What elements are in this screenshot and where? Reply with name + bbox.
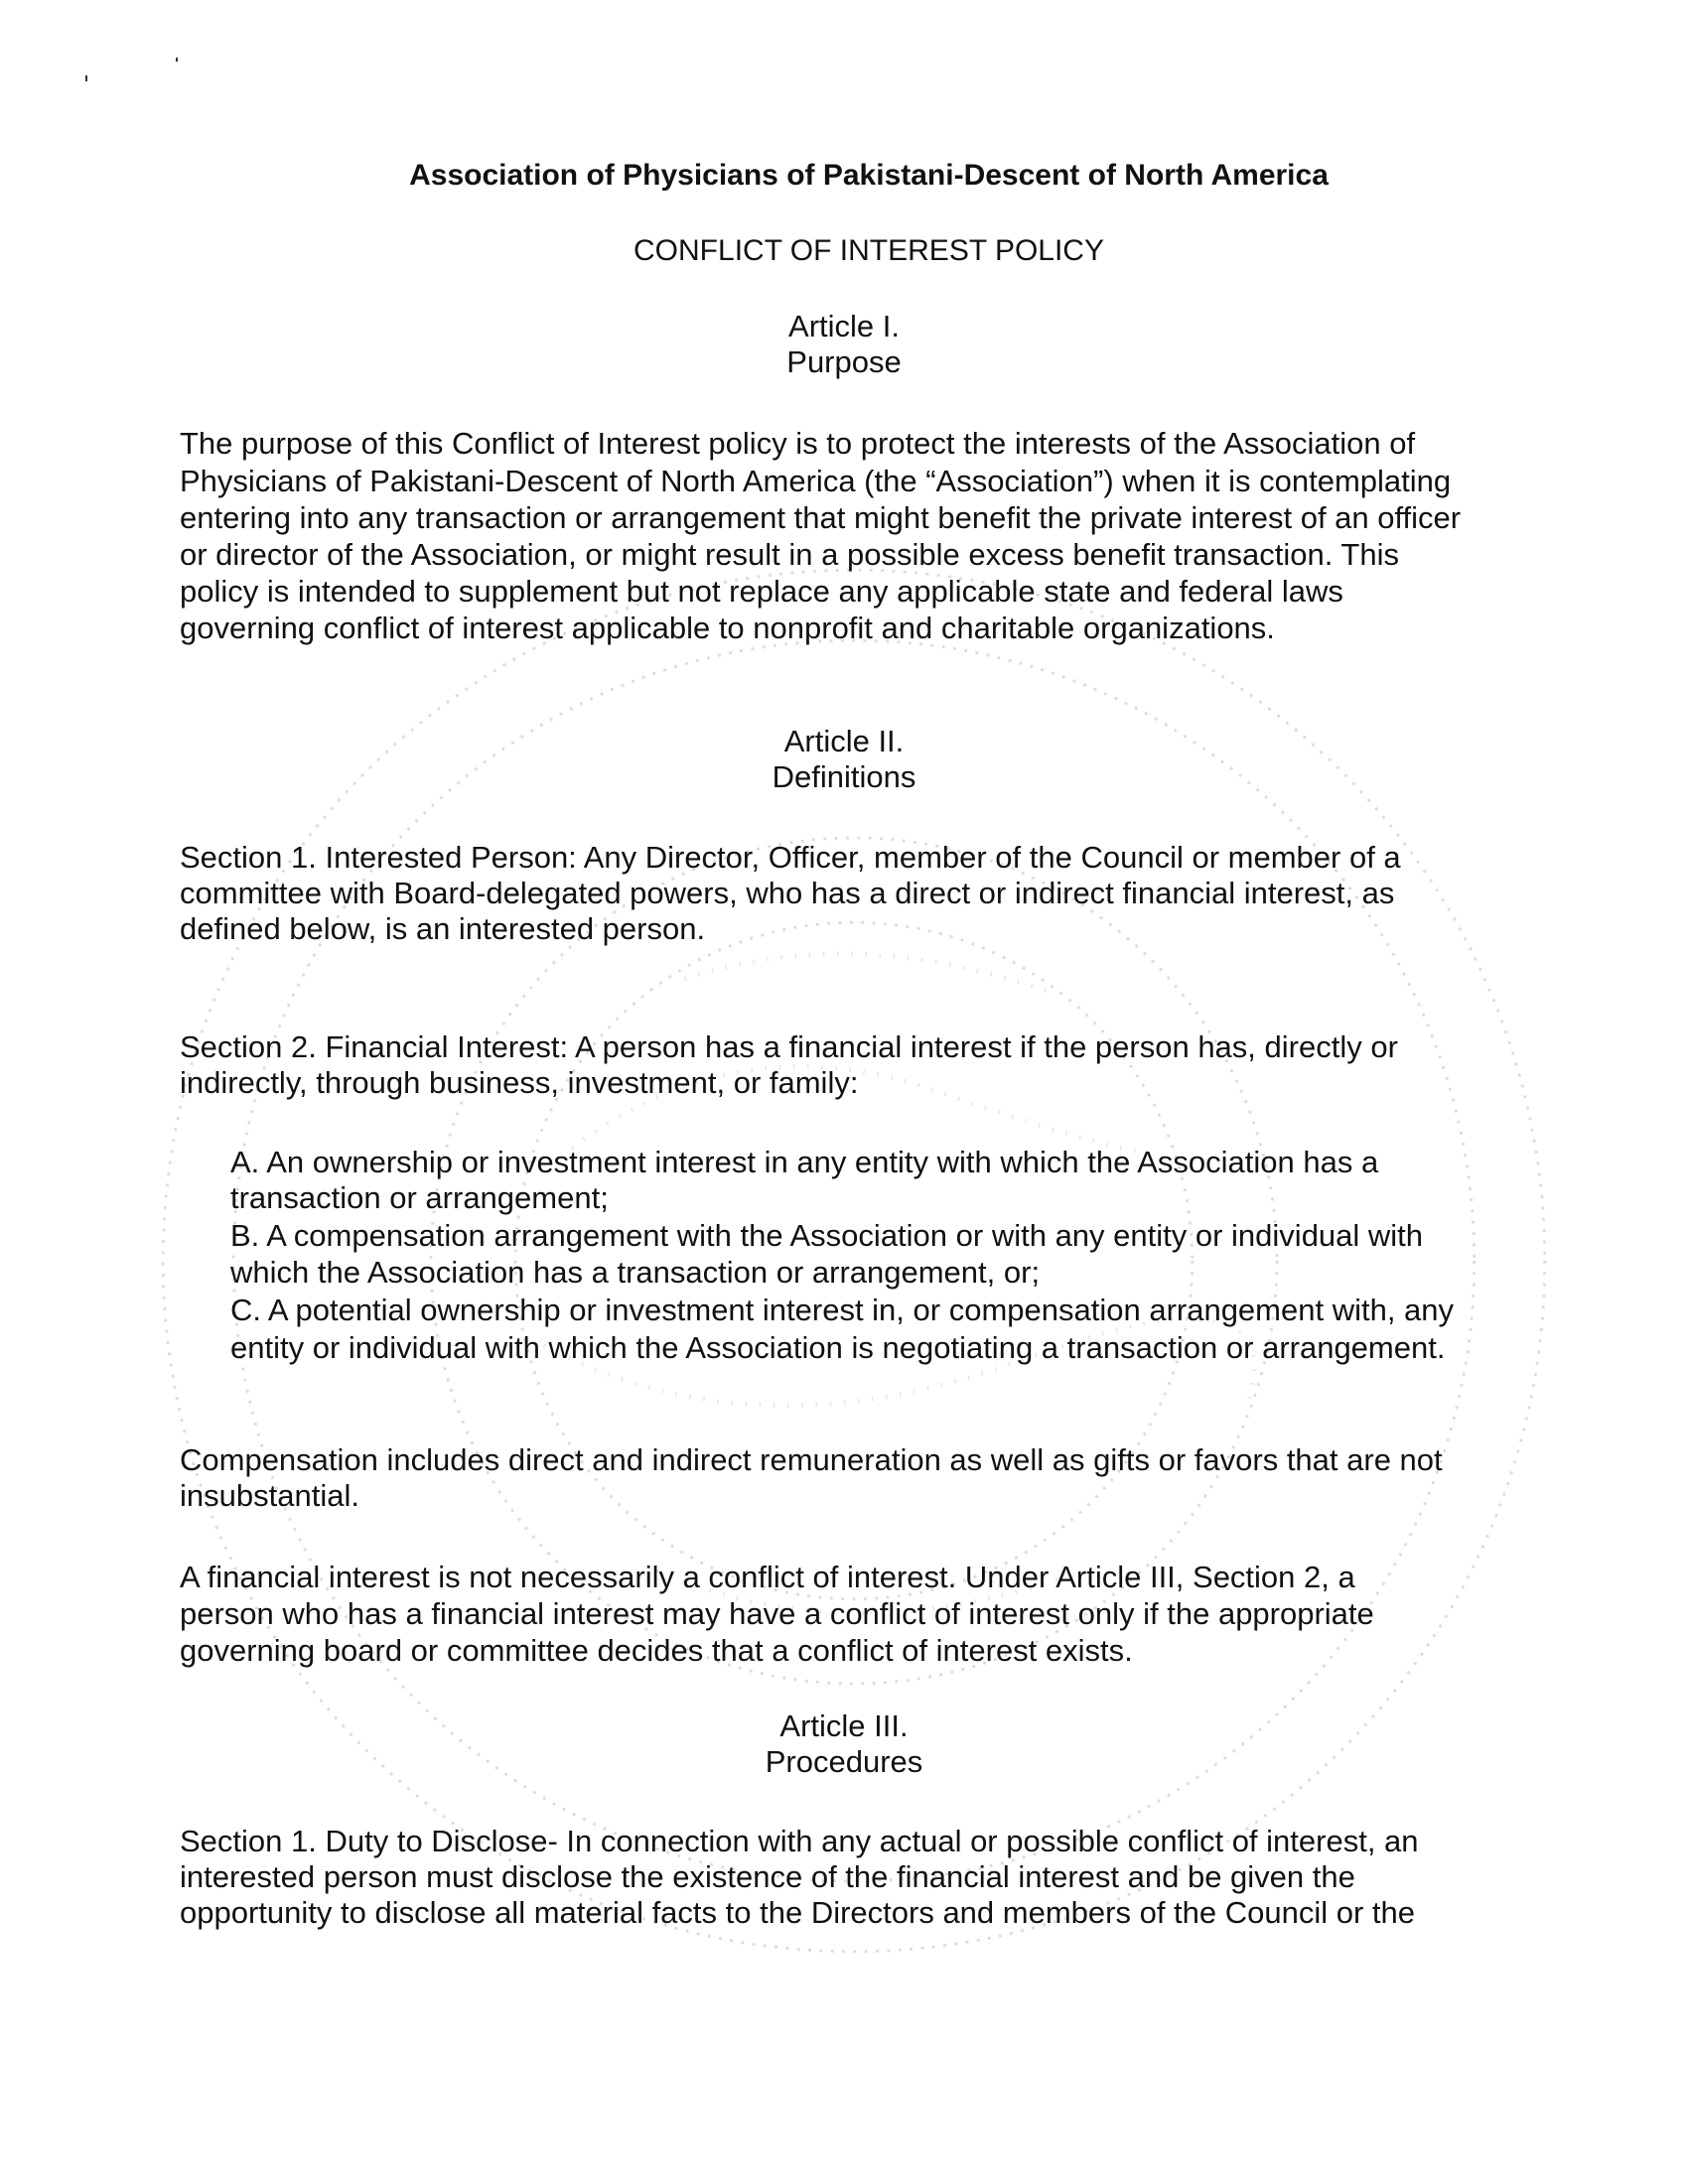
compensation-line: insubstantial. xyxy=(180,1478,359,1513)
list-item-b-line: which the Association has a transaction or arrangement, or; xyxy=(230,1255,1041,1290)
list-item-c-line: C. A potential ownership or investment interest in, or compensation arrangement with, any xyxy=(230,1293,1455,1327)
article-3-section-1-line: interested person must disclose the existence of the financial interest and be given the xyxy=(180,1859,1355,1894)
financial-interest-line: A financial interest is not necessarily a conflict of interest. Under Article III, Section 2, a xyxy=(180,1560,1355,1594)
list-item-a-line: A. An ownership or investment interest in any entity with which the Association has a xyxy=(230,1145,1379,1179)
article-2-section-1-line: Section 1. Interested Person: Any Director, Officer, member of the Council or member of a xyxy=(180,840,1401,875)
article-3-section-1-line: Section 1. Duty to Disclose- In connection with any actual or possible conflict of interest, an xyxy=(180,1824,1419,1858)
article-2-number: Article II. xyxy=(783,724,905,758)
article-1-number: Article I. xyxy=(788,309,900,343)
article-1-text-line: policy is intended to supplement but not replace any applicable state and federal laws xyxy=(180,574,1343,609)
list-item-c-line: entity or individual with which the Association is negotiating a transaction or arrangement. xyxy=(230,1330,1446,1365)
article-2-section-2-line: indirectly, through business, investment, or family: xyxy=(180,1065,859,1100)
article-1-text-line: governing conflict of interest applicable to nonprofit and charitable organizations. xyxy=(180,611,1275,645)
financial-interest-line: person who has a financial interest may have a conflict of interest only if the appropriate xyxy=(180,1596,1374,1631)
list-item-b-line: B. A compensation arrangement with the Association or with any entity or individual with xyxy=(230,1218,1424,1253)
article-3-title: Procedures xyxy=(765,1744,923,1779)
article-1-text-line: or director of the Association, or might result in a possible excess benefit transaction. This xyxy=(180,537,1399,572)
article-2-title: Definitions xyxy=(772,759,916,794)
article-1-title: Purpose xyxy=(786,344,902,379)
article-1-text-line: entering into any transaction or arrangement that might benefit the private interest of an officer xyxy=(180,500,1462,535)
organization-title: Association of Physicians of Pakistani-Descent of North America xyxy=(409,159,1329,192)
compensation-line: Compensation includes direct and indirect remuneration as well as gifts or favors that are not xyxy=(180,1442,1443,1477)
scan-marks xyxy=(0,0,199,99)
article-2-section-1-line: defined below, is an interested person. xyxy=(180,911,706,946)
article-1-text-line: Physicians of Pakistani-Descent of North America (the “Association”) when it is contemplating xyxy=(180,464,1452,498)
article-1-text-line: The purpose of this Conflict of Interest policy is to protect the interests of the Association of xyxy=(180,426,1416,461)
article-3-section-1-line: opportunity to disclose all material facts to the Directors and members of the Council or the xyxy=(180,1895,1416,1930)
article-2-section-1-line: committee with Board-delegated powers, who has a direct or indirect financial interest, as xyxy=(180,876,1395,910)
article-2-section-2-line: Section 2. Financial Interest: A person has a financial interest if the person has, directly or xyxy=(180,1029,1398,1064)
list-item-a-line: transaction or arrangement; xyxy=(230,1180,609,1215)
article-3-number: Article III. xyxy=(779,1708,909,1743)
policy-title: CONFLICT OF INTEREST POLICY xyxy=(633,234,1104,267)
financial-interest-line: governing board or committee decides that a conflict of interest exists. xyxy=(180,1633,1133,1668)
